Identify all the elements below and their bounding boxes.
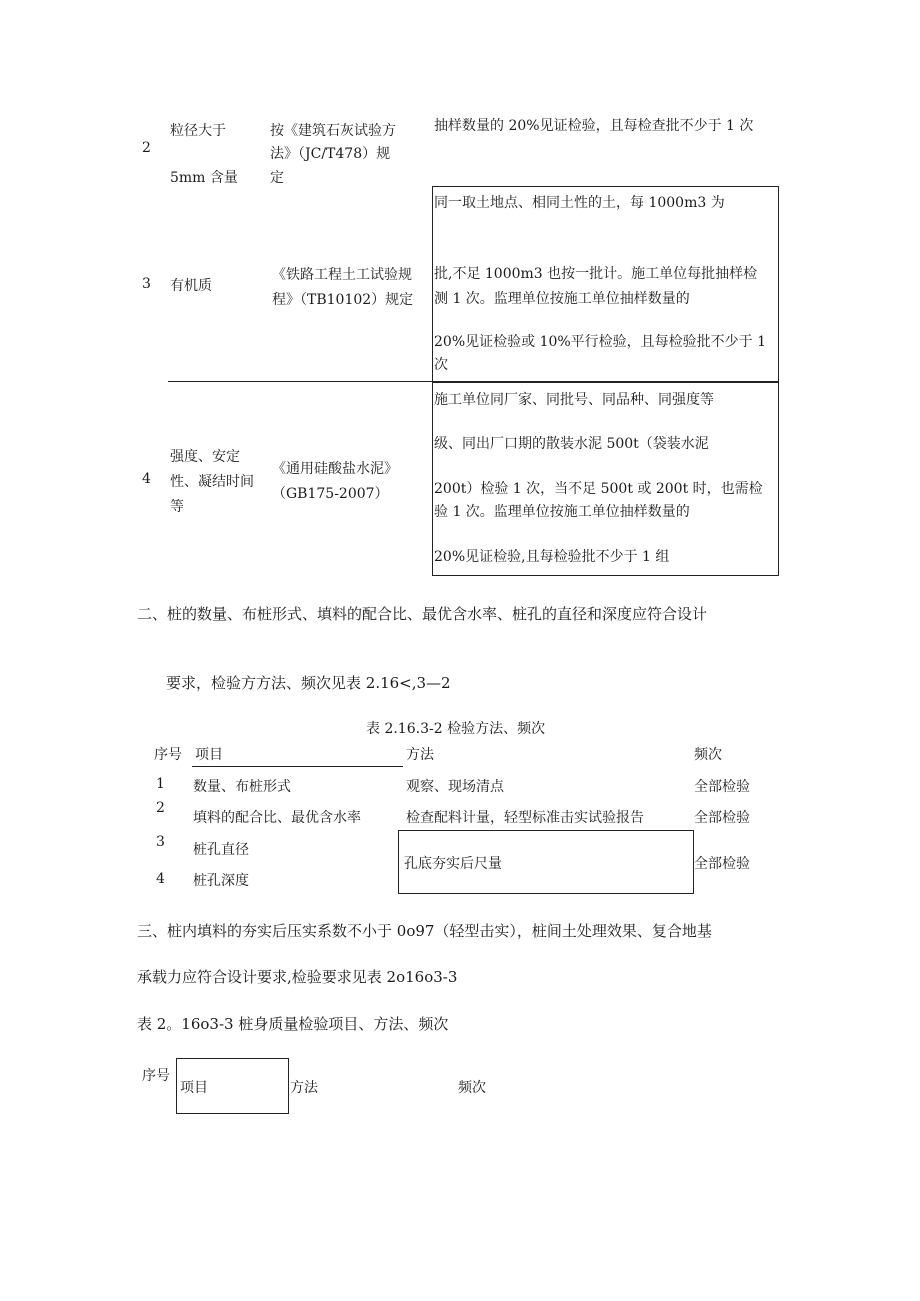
table3-header-item: 项目 [180, 1080, 208, 1096]
table1-row-freq-line: 批,不足 1000m3 也按一批计。施工单位每批抽样检 [434, 266, 758, 282]
table1-row-method-line: 《通用硅酸盐水泥》 [272, 461, 398, 477]
table2-row-item: 桩孔直径 [193, 842, 249, 858]
table3-caption: 表 2。16o3-3 桩身质量检验项目、方法、频次 [137, 1015, 449, 1033]
table1-row-method-line: （GB175-2007） [272, 486, 389, 502]
table1-row-freq-line: 级、同出厂口期的散装水泥 500t（袋装水泥 [434, 436, 709, 452]
section-2-line-1: 二、桩的数量、布桩形式、填料的配合比、最优含水率、桩孔的直径和深度应符合设计 [137, 605, 708, 623]
table2-row-freq: 全部检验 [694, 856, 750, 872]
table2-row-no: 2 [156, 800, 165, 816]
table1-row-item-line: 等 [170, 499, 184, 515]
table2-row-item: 数量、布桩形式 [193, 779, 291, 795]
table1-row-freq-line: 测 1 次。监理单位按施工单位抽样数量的 [434, 291, 690, 307]
table1-row-freq-line: 施工单位同厂家、同批号、同品种、同强度等 [434, 392, 714, 408]
section-3-line-2: 承载力应符合设计要求,检验要求见表 2o16o3-3 [137, 968, 458, 986]
table2-row-no: 3 [156, 834, 165, 850]
table2-header-freq: 频次 [694, 747, 722, 763]
table1-row-freq-line: 20%见证检验或 10%平行检验，且每检验批不少于 1 [434, 334, 767, 350]
table2-caption: 表 2.16.3-2 检验方法、频次 [366, 721, 546, 737]
table2-row-item: 填料的配合比、最优含水率 [193, 810, 361, 826]
table1-row-method-line: 法》（JC/T478）规 [270, 146, 391, 162]
table2-row-freq: 全部检验 [694, 810, 750, 826]
table2-row-freq: 全部检验 [694, 779, 750, 795]
table1-row-item-line: 有机质 [170, 278, 212, 294]
table1-row-freq-line: 次 [434, 357, 448, 373]
table2-row-item: 桩孔深度 [193, 873, 249, 889]
table2-row-method: 检查配料计量，轻型标准击实试验报告 [406, 810, 644, 826]
table1-row4-top-rule [168, 381, 433, 382]
section-3-line-1: 三、桩内填料的夯实后压实系数不小于 0o97（轻型击实），桩间土处理效果、复合地基 [137, 922, 712, 940]
table1-row-no: 3 [142, 276, 151, 292]
table1-row3-freq-box [432, 186, 779, 383]
table3-header-freq: 频次 [458, 1080, 486, 1096]
table1-row-freq-line: 验 1 次。监理单位按施工单位抽样数量的 [434, 504, 690, 520]
table2-header-rule [192, 766, 403, 767]
table2-row-method: 观察、现场清点 [406, 779, 504, 795]
table2-row-method: 孔底夯实后尺量 [404, 856, 502, 872]
section-2-line-2: 要求，检验方方法、频次见表 2.16<,3—2 [166, 674, 451, 692]
table1-row-freq-line: 20%见证检验,且每检验批不少于 1 组 [434, 549, 670, 565]
table1-row-freq-line: 同一取土地点、相同土性的土，每 1000m3 为 [434, 195, 725, 211]
table3-header-method: 方法 [290, 1080, 318, 1096]
table2-header-no: 序号 [154, 747, 182, 763]
table2-header-method: 方法 [406, 747, 434, 763]
table1-row-item-line: 强度、安定 [170, 449, 240, 465]
table1-row-no: 4 [142, 471, 151, 487]
table2-row-no: 4 [156, 871, 165, 887]
table1-row-item-line: 粒径大于 [170, 123, 226, 139]
table1-row-method-line: 程》（TB10102）规定 [272, 292, 414, 308]
table2-header-item: 项目 [195, 747, 223, 763]
table1-row-freq-line: 200t）检验 1 次，当不足 500t 或 200t 时，也需检 [434, 481, 763, 497]
table1-row-freq-line: 抽样数量的 20%见证检验，且每检查批不少于 1 次 [434, 118, 754, 134]
table1-row-method-line: 定 [270, 170, 284, 186]
table1-row-no: 2 [142, 140, 151, 156]
table2-row-no: 1 [156, 776, 165, 792]
table3-header-no: 序号 [142, 1068, 170, 1084]
table1-row-method-line: 《铁路工程土工试验规 [272, 267, 412, 283]
table1-row-item-line: 5mm 含量 [170, 170, 238, 186]
table1-row-method-line: 按《建筑石灰试验方 [270, 123, 396, 139]
table1-row-item-line: 性、凝结时间 [170, 474, 254, 490]
